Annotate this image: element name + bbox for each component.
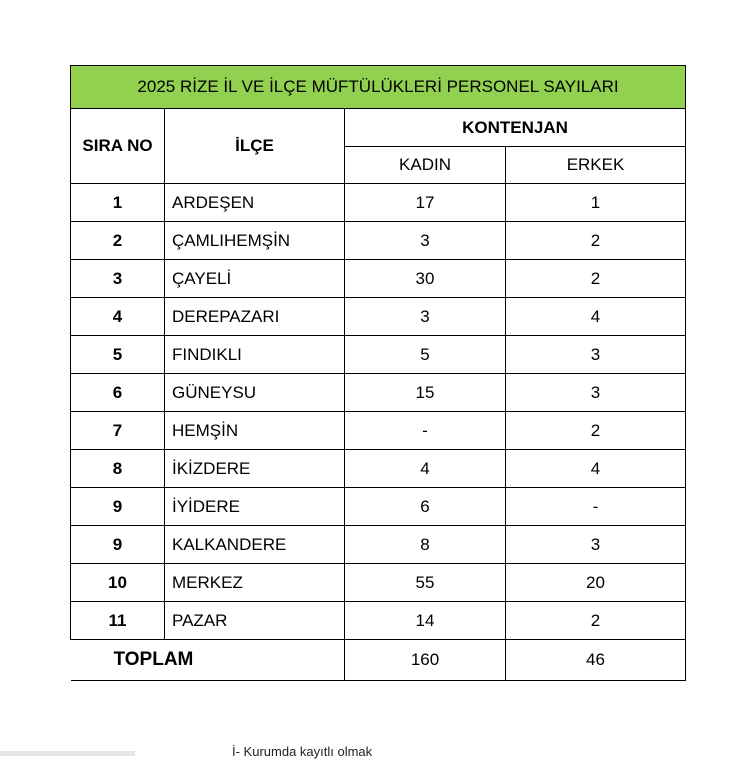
header-sira-no: SIRA NO xyxy=(71,109,165,184)
row-erkek: - xyxy=(506,488,686,526)
row-erkek: 2 xyxy=(506,412,686,450)
total-row xyxy=(71,640,686,681)
row-number: 11 xyxy=(71,602,165,640)
table-row xyxy=(71,374,686,412)
header-kadin: KADIN xyxy=(345,147,506,184)
row-erkek: 2 xyxy=(506,602,686,640)
table-title: 2025 RİZE İL VE İLÇE MÜFTÜLÜKLERİ PERSONEL SAYILARI xyxy=(71,66,686,109)
row-ilce: DEREPAZARI xyxy=(165,298,345,336)
row-ilce: KALKANDERE xyxy=(165,526,345,564)
row-ilce: HEMŞİN xyxy=(165,412,345,450)
row-kadin: 17 xyxy=(345,184,506,222)
row-kadin: 14 xyxy=(345,602,506,640)
row-erkek: 4 xyxy=(506,298,686,336)
row-number: 7 xyxy=(71,412,165,450)
row-erkek: 2 xyxy=(506,260,686,298)
table-row xyxy=(71,336,686,374)
total-label: TOPLAM xyxy=(71,640,345,681)
personnel-table xyxy=(70,65,686,681)
row-erkek: 3 xyxy=(506,336,686,374)
row-kadin: - xyxy=(345,412,506,450)
row-erkek: 20 xyxy=(506,564,686,602)
row-kadin: 30 xyxy=(345,260,506,298)
table-row xyxy=(71,564,686,602)
row-kadin: 6 xyxy=(345,488,506,526)
row-ilce: İYİDERE xyxy=(165,488,345,526)
table-row xyxy=(71,412,686,450)
row-ilce: FINDIKLI xyxy=(165,336,345,374)
header-kontenjan: KONTENJAN xyxy=(345,109,686,147)
row-ilce: ÇAMLIHEMŞİN xyxy=(165,222,345,260)
footer-gray-bar xyxy=(0,751,135,756)
row-number: 3 xyxy=(71,260,165,298)
row-erkek: 3 xyxy=(506,526,686,564)
table-row xyxy=(71,298,686,336)
table-row xyxy=(71,184,686,222)
total-erkek: 46 xyxy=(506,640,686,681)
total-kadin: 160 xyxy=(345,640,506,681)
table-row xyxy=(71,450,686,488)
table-row xyxy=(71,260,686,298)
row-number: 10 xyxy=(71,564,165,602)
header-erkek: ERKEK xyxy=(506,147,686,184)
table-row xyxy=(71,602,686,640)
row-kadin: 3 xyxy=(345,298,506,336)
row-ilce: ÇAYELİ xyxy=(165,260,345,298)
row-ilce: ARDEŞEN xyxy=(165,184,345,222)
row-kadin: 4 xyxy=(345,450,506,488)
table-row xyxy=(71,526,686,564)
header-row xyxy=(71,109,686,147)
table-row xyxy=(71,222,686,260)
row-number: 9 xyxy=(71,526,165,564)
footer-partial-text: İ- Kurumda kayıtlı olmak xyxy=(232,744,373,759)
row-kadin: 5 xyxy=(345,336,506,374)
row-kadin: 15 xyxy=(345,374,506,412)
row-ilce: GÜNEYSU xyxy=(165,374,345,412)
row-number: 2 xyxy=(71,222,165,260)
row-erkek: 4 xyxy=(506,450,686,488)
row-erkek: 1 xyxy=(506,184,686,222)
table-row xyxy=(71,488,686,526)
row-ilce: MERKEZ xyxy=(165,564,345,602)
row-kadin: 8 xyxy=(345,526,506,564)
row-number: 5 xyxy=(71,336,165,374)
row-number: 1 xyxy=(71,184,165,222)
table-body xyxy=(71,184,686,681)
table-title-row xyxy=(71,66,686,109)
row-number: 8 xyxy=(71,450,165,488)
row-ilce: PAZAR xyxy=(165,602,345,640)
row-erkek: 3 xyxy=(506,374,686,412)
row-kadin: 3 xyxy=(345,222,506,260)
row-erkek: 2 xyxy=(506,222,686,260)
row-number: 9 xyxy=(71,488,165,526)
row-number: 4 xyxy=(71,298,165,336)
row-number: 6 xyxy=(71,374,165,412)
header-ilce: İLÇE xyxy=(165,109,345,184)
row-ilce: İKİZDERE xyxy=(165,450,345,488)
row-kadin: 55 xyxy=(345,564,506,602)
